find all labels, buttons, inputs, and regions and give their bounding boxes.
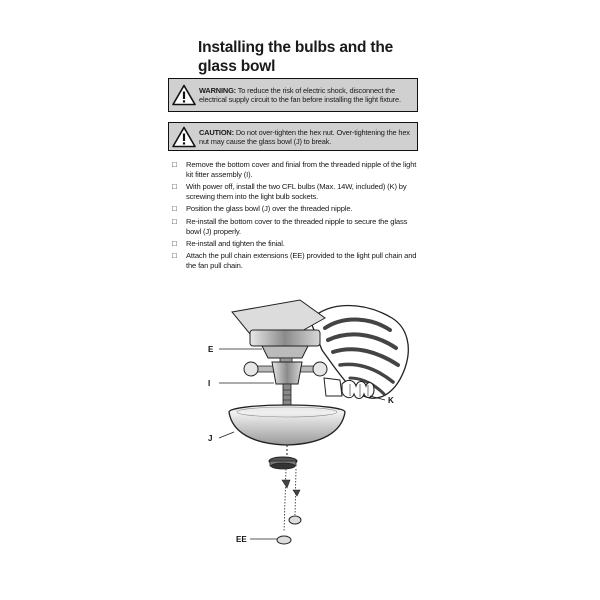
callout-label-ee: EE bbox=[236, 535, 247, 544]
step-text: Re-install the bottom cover to the threaded nipple to secure the glass bowl (J) properly. bbox=[186, 216, 408, 236]
checkbox-icon: □ bbox=[172, 216, 177, 226]
caution-message: Do not over-tighten the hex nut. Over-tightening the hex nut may cause the glass bowl (J) to break. bbox=[199, 127, 410, 146]
checkbox-icon: □ bbox=[172, 238, 177, 248]
fitter-assembly-drawing bbox=[232, 300, 327, 406]
bottom-cover-drawing bbox=[269, 445, 297, 469]
callout-label-j: J bbox=[208, 434, 213, 443]
glass-bowl-drawing bbox=[229, 405, 345, 445]
checkbox-icon: □ bbox=[172, 250, 177, 260]
callout-label-k: K bbox=[388, 396, 394, 405]
step-text: Remove the bottom cover and finial from the threaded nipple of the light kit fitter assembly (I). bbox=[186, 160, 417, 179]
checkbox-icon: □ bbox=[172, 204, 177, 214]
callout-label-e: E bbox=[208, 345, 214, 354]
page-title: Installing the bulbs and the glass bowl bbox=[198, 39, 394, 75]
warning-label: WARNING: bbox=[199, 86, 236, 95]
step-text: With power off, install the two CFL bulbs (Max. 14W, included) (K) by screwing them into the light bulb sockets. bbox=[186, 182, 407, 202]
checkbox-icon: □ bbox=[172, 182, 177, 192]
warning-message: To reduce the risk of electric shock, disconnect the electrical supply circuit to the fan before installing the light fixture. bbox=[199, 86, 401, 104]
step-text: Position the glass bowl (J) over the threaded nipple. bbox=[186, 204, 353, 214]
callout-label-i: I bbox=[208, 379, 211, 388]
step-text: Attach the pull chain extensions (EE) provided to the light pull chain and the fan pull chain. bbox=[186, 250, 417, 270]
caution-label: CAUTION: bbox=[199, 127, 234, 137]
pull-chain-drawing bbox=[277, 469, 301, 544]
step-text: Re-install and tighten the finial. bbox=[186, 238, 285, 248]
checkbox-icon: □ bbox=[172, 160, 177, 169]
